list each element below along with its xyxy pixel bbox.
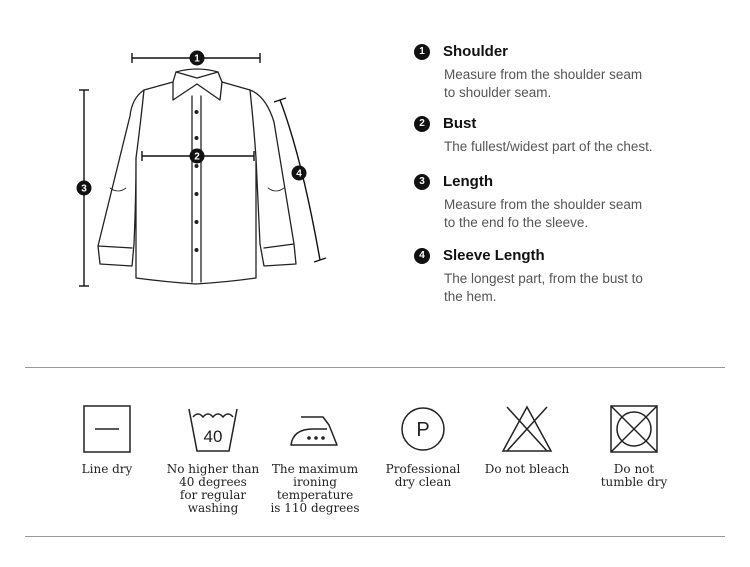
- no-bleach-icon: [501, 403, 553, 455]
- number-badge: 1: [414, 44, 430, 60]
- line-dry-icon: [81, 403, 133, 455]
- care-wash-40: [158, 403, 268, 515]
- no-tumble-dry-icon: [608, 403, 660, 455]
- care-label: No higher than 40 degrees for regular washing: [166, 462, 260, 515]
- measurement-sleeve-length: [414, 247, 694, 306]
- care-iron: [260, 403, 370, 515]
- marker-4: [292, 166, 307, 181]
- svg-text:3: 3: [81, 183, 87, 195]
- svg-text:1: 1: [194, 53, 200, 65]
- svg-text:P: P: [416, 419, 430, 441]
- svg-text:4: 4: [296, 168, 302, 180]
- care-professional-dry-clean: [368, 403, 478, 489]
- measurement-length: [414, 173, 694, 232]
- care-label: The maximum ironing temperature is 110 degrees: [270, 462, 360, 515]
- marker-1: [190, 51, 205, 66]
- care-label: Do not tumble dry: [600, 462, 668, 489]
- measurement-title: Shoulder: [443, 43, 509, 60]
- professional-dry-clean-icon: [397, 403, 449, 455]
- wash-40-icon: [187, 403, 239, 455]
- number-badge: 3: [414, 174, 430, 190]
- iron-icon: [289, 403, 341, 455]
- svg-text:40: 40: [203, 427, 223, 446]
- care-line-dry: [52, 403, 162, 476]
- measurement-title: Sleeve Length: [443, 247, 545, 264]
- svg-text:2: 2: [194, 151, 200, 163]
- care-label: Do not bleach: [484, 462, 570, 476]
- care-no-bleach: [472, 403, 582, 476]
- marker-3: [77, 181, 92, 196]
- measurement-description: Measure from the shoulder seam to shoulder seam.: [444, 67, 643, 100]
- measurement-shoulder: [414, 43, 694, 102]
- number-badge: 4: [414, 248, 430, 264]
- shirt-collar: [173, 72, 222, 100]
- measurement-title: Bust: [443, 115, 477, 132]
- marker-2: [190, 149, 205, 164]
- shirt-diagram: [70, 38, 330, 298]
- measurement-title: Length: [443, 173, 493, 190]
- bottom-divider: [25, 536, 725, 537]
- care-label: Professional dry clean: [385, 462, 461, 489]
- care-no-tumble-dry: [579, 403, 689, 489]
- measurement-description: The longest part, from the bust to the hem.: [444, 271, 643, 304]
- number-badge: 2: [414, 116, 430, 132]
- top-divider: [25, 367, 725, 368]
- measurement-bust: [414, 115, 694, 156]
- measurement-description: Measure from the shoulder seam to the end fo the sleeve.: [444, 197, 643, 230]
- care-label: Line dry: [81, 462, 133, 476]
- measurement-description: The fullest/widest part of the chest.: [444, 139, 653, 154]
